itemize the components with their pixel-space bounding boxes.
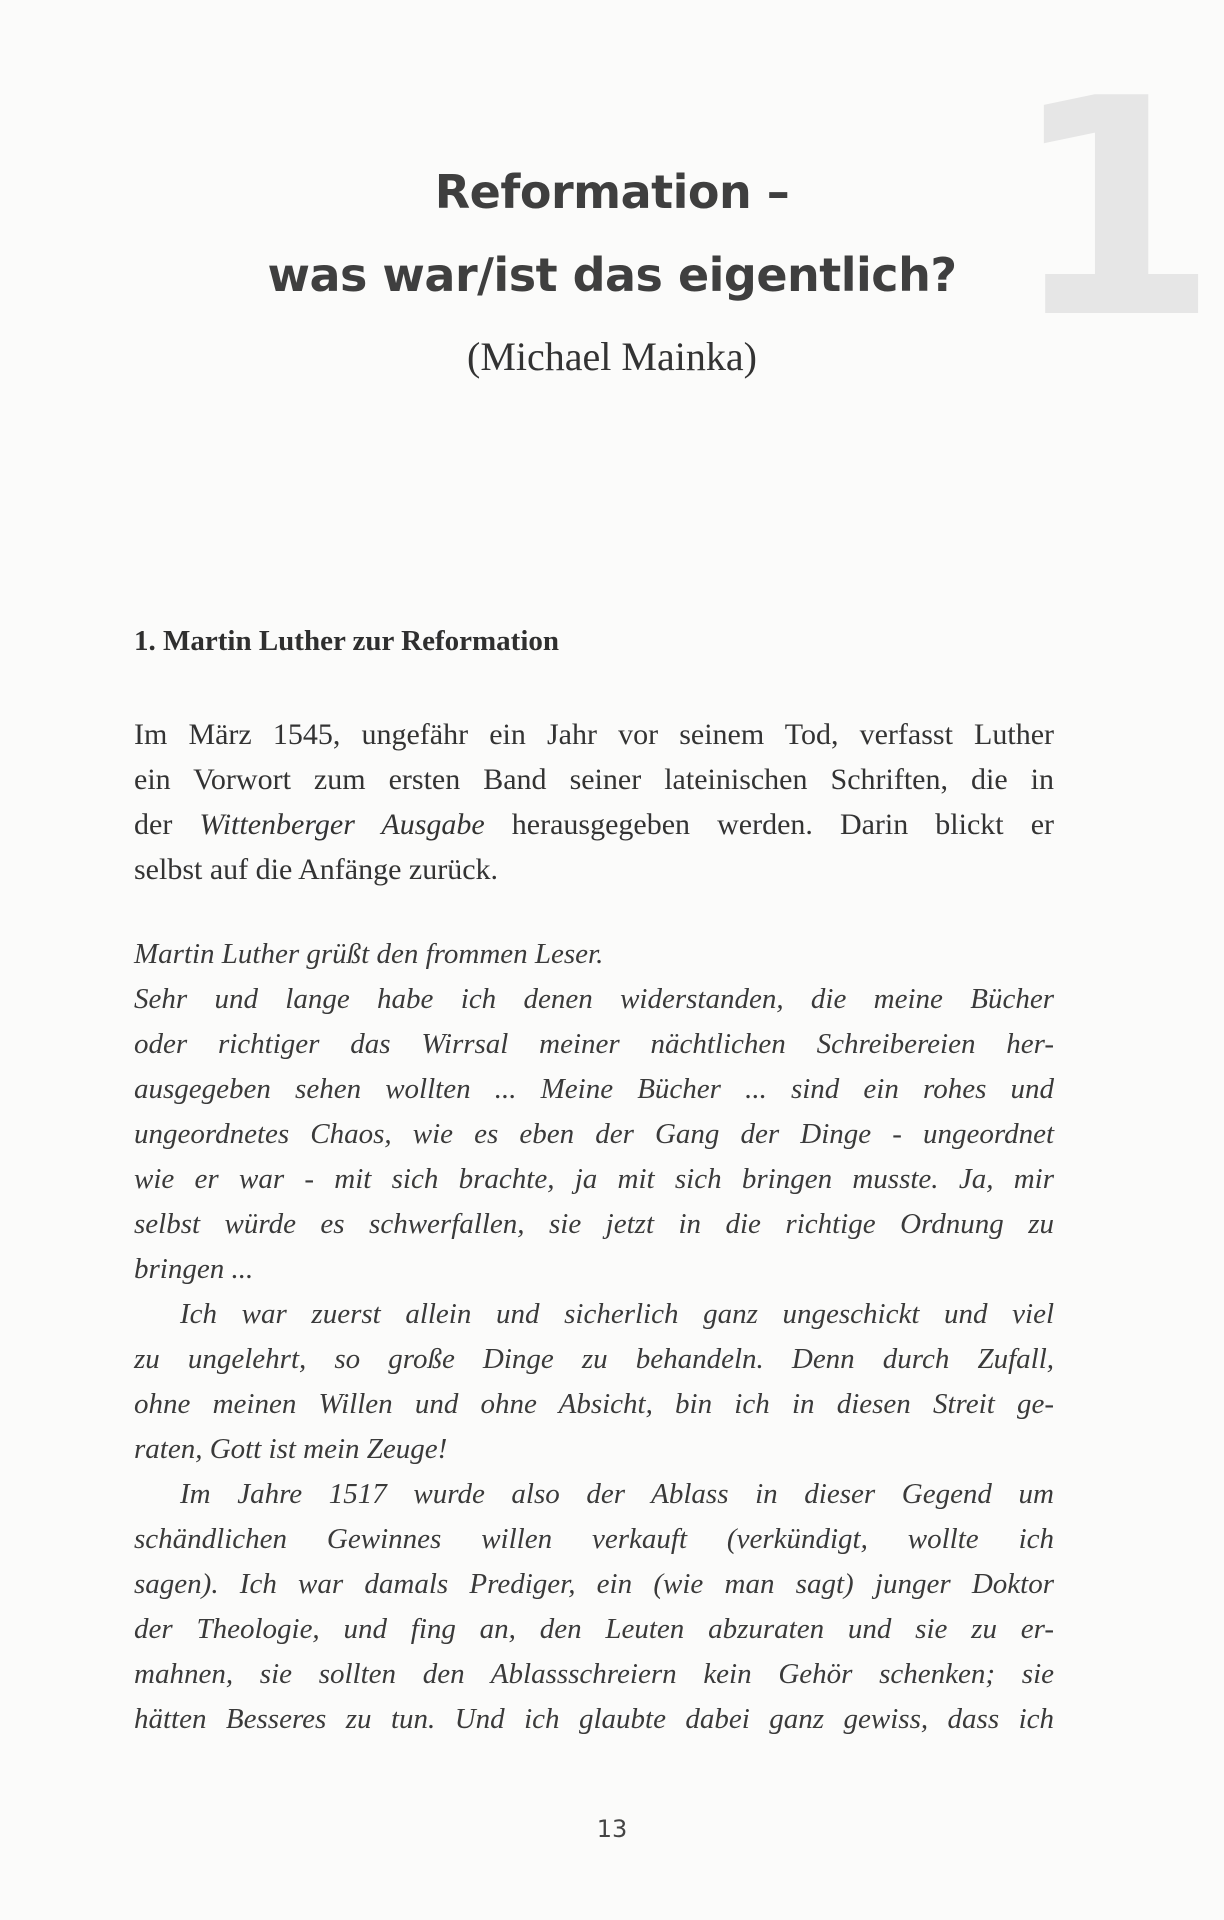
quote-line: wie er war - mit sich brachte, ja mit sich bringen musste. Ja, mir <box>134 1163 1054 1195</box>
quote-line: hätten Besseres zu tun. Und ich glaubte dabei ganz gewiss, dass ich <box>134 1703 1054 1735</box>
quote-line: ohne meinen Willen und ohne Absicht, bin ich in diesen Streit ge- <box>134 1388 1054 1420</box>
chapter-title-line-2: was war/ist das eigentlich? <box>267 248 957 302</box>
chapter-author: (Michael Mainka) <box>467 334 757 379</box>
section-heading: 1. Martin Luther zur Reformation <box>134 625 560 657</box>
quote-greeting: Martin Luther grüßt den frommen Leser. <box>134 938 604 970</box>
quote-line: selbst würde es schwerfallen, sie jetzt in die richtige Ordnung zu <box>134 1208 1054 1240</box>
quote-line: der Theologie, und fing an, den Leuten abzuraten und sie zu er- <box>134 1613 1054 1645</box>
chapter-number: 1 <box>1010 35 1219 384</box>
quote-line: sagen). Ich war damals Prediger, ein (wie man sagt) junger Doktor <box>134 1568 1054 1600</box>
quote-line: Im Jahre 1517 wurde also der Ablass in dieser Gegend um <box>180 1478 1054 1510</box>
intro-paragraph <box>134 712 1054 892</box>
chapter-title-line-1: Reformation – <box>434 165 790 219</box>
quote-line: bringen ... <box>134 1253 254 1285</box>
quote-line: Ich war zuerst allein und sicherlich ganz ungeschickt und viel <box>180 1298 1054 1330</box>
quote-line: schändlichen Gewinnes willen verkauft (verkündigt, wollte ich <box>134 1523 1054 1555</box>
quote-line: raten, Gott ist mein Zeuge! <box>134 1433 448 1465</box>
intro-line: Im März 1545, ungefähr ein Jahr vor seinem Tod, verfasst Luther <box>134 718 1054 751</box>
book-title-italic: Wittenberger Ausgabe <box>199 808 485 841</box>
quote-line: ungeordnetes Chaos, wie es eben der Gang der Dinge - ungeordnet <box>134 1118 1054 1150</box>
quote-line: mahnen, sie sollten den Ablassschreiern kein Gehör schenken; sie <box>134 1658 1054 1690</box>
quote-line: zu ungelehrt, so große Dinge zu behandeln. Denn durch Zufall, <box>134 1343 1054 1375</box>
intro-line: ein Vorwort zum ersten Band seiner lateinischen Schriften, die in <box>134 763 1054 796</box>
quote-line: oder richtiger das Wirrsal meiner nächtlichen Schreibereien her- <box>134 1028 1054 1060</box>
intro-text: der <box>134 808 200 841</box>
page-number: 13 <box>596 1815 628 1843</box>
quote-line: ausgegeben sehen wollten ... Meine Bücher ... sind ein rohes und <box>134 1073 1054 1105</box>
quote-line: Sehr und lange habe ich denen widerstanden, die meine Bücher <box>134 983 1054 1015</box>
luther-quote <box>134 932 1054 1742</box>
intro-line <box>134 802 1054 847</box>
intro-line: selbst auf die Anfänge zurück. <box>134 853 499 886</box>
intro-text: herausgegeben werden. Darin blickt er <box>484 808 1054 841</box>
